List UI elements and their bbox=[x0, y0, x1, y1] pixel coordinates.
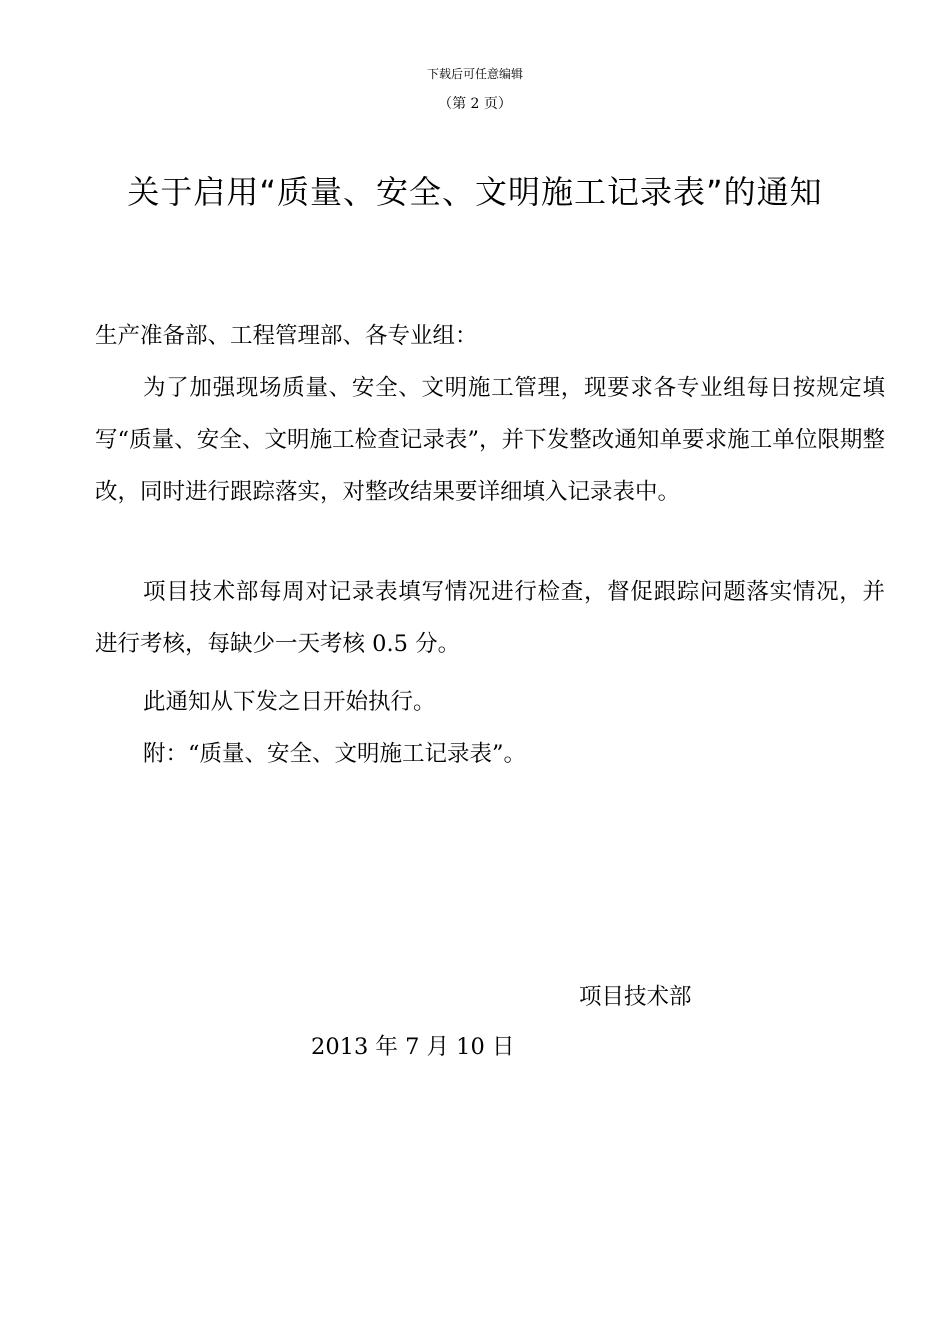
paragraph-inspection: 项目技术部每周对记录表填写情况进行检查，督促跟踪问题落实情况，并进行考核，每缺少一天考核 0.5 分。 bbox=[95, 579, 885, 657]
paragraph-attachment: 附：“质量、安全、文明施工记录表”。 bbox=[143, 741, 527, 767]
issue-date: 2013 年 7 月 10 日 bbox=[311, 1034, 515, 1060]
header-note: 下载后可任意编辑 bbox=[426, 67, 523, 81]
document-title: 关于启用“质量、安全、文明施工记录表”的通知 bbox=[127, 173, 823, 211]
paragraph-requirement: 为了加强现场质量、安全、文明施工管理，现要求各专业组每日按规定填写“质量、安全、文明施工检查记录表”，并下发整改通知单要求施工单位限期整改，同时进行跟踪落实，对整改结果要详细填入记录表中。 bbox=[95, 375, 885, 505]
signer: 项目技术部 bbox=[579, 984, 692, 1010]
paragraph-effective-date: 此通知从下发之日开始执行。 bbox=[143, 689, 436, 715]
page-number: （第 2 页） bbox=[438, 96, 512, 112]
salutation: 生产准备部、工程管理部、各专业组： bbox=[95, 323, 478, 349]
